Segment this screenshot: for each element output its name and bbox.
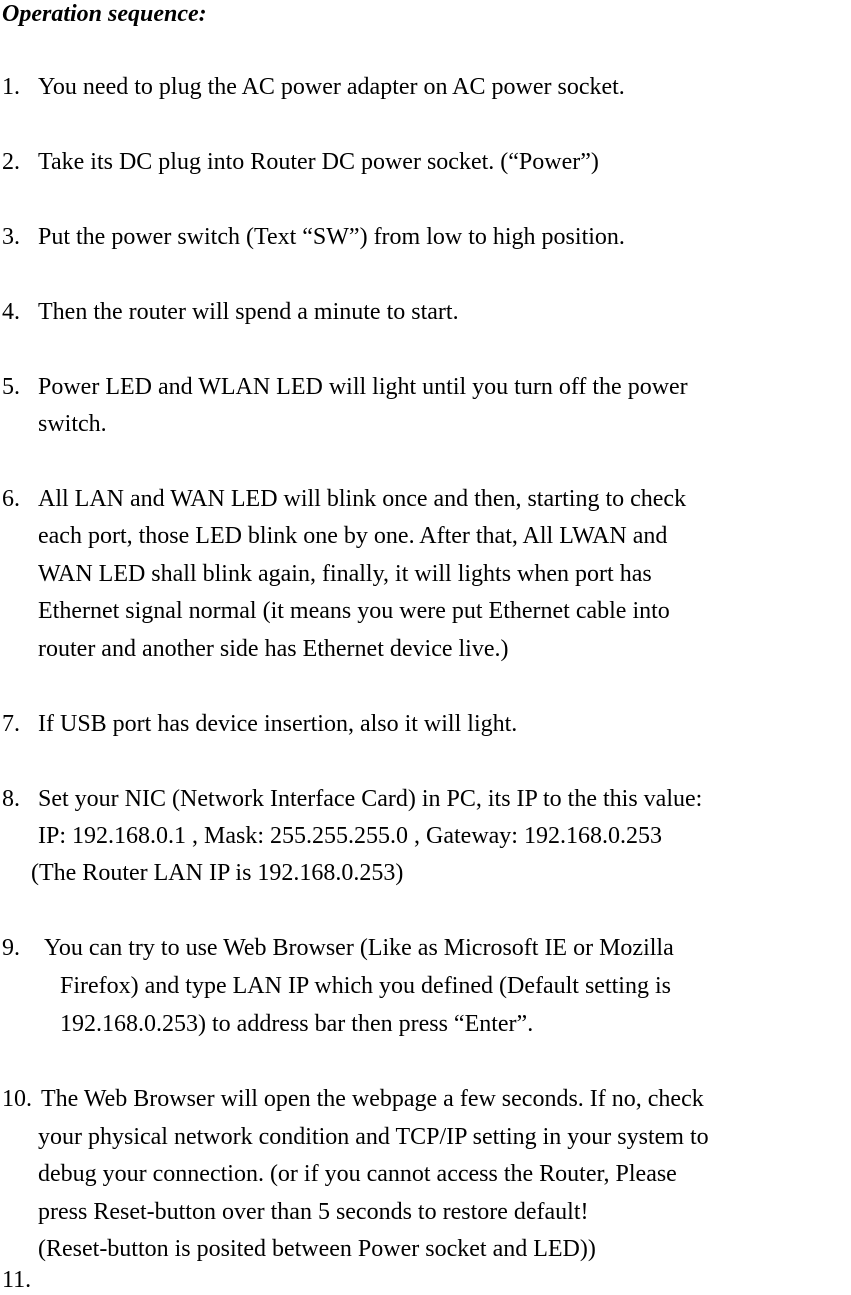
item-number: 9. — [2, 935, 20, 961]
item-number: 6. — [2, 486, 20, 512]
item-text-line: router and another side has Ethernet device live.) — [38, 636, 509, 662]
item-text-line: Take its DC plug into Router DC power socket. (“Power”) — [38, 149, 599, 175]
item-number: 4. — [2, 299, 20, 325]
item-text-line: You need to plug the AC power adapter on AC power socket. — [38, 74, 625, 100]
item-number: 8. — [2, 786, 20, 812]
item-number: 5. — [2, 374, 20, 400]
item-number: 10. — [2, 1086, 32, 1112]
item-text-line: Put the power switch (Text “SW”) from low to high position. — [38, 224, 625, 250]
item-text-line: If USB port has device insertion, also it will light. — [38, 711, 518, 737]
item-text-line: Firefox) and type LAN IP which you defined (Default setting is — [60, 973, 671, 999]
item-text-line: You can try to use Web Browser (Like as Microsoft IE or Mozilla — [44, 935, 674, 961]
item-number: 7. — [2, 711, 20, 737]
item-text-line: (Reset-button is posited between Power socket and LED)) — [38, 1236, 596, 1262]
item-text-line: your physical network condition and TCP/IP setting in your system to — [38, 1124, 709, 1150]
item-text-line: switch. — [38, 411, 107, 437]
item-number: 11. — [2, 1267, 32, 1293]
item-number: 1. — [2, 74, 20, 100]
section-heading: Operation sequence: — [2, 1, 207, 27]
item-text-line: debug your connection. (or if you cannot access the Router, Please — [38, 1161, 677, 1187]
item-text-line: Set your NIC (Network Interface Card) in PC, its IP to the this value: — [38, 786, 703, 812]
item-text-line: press Reset-button over than 5 seconds to restore default! — [38, 1199, 589, 1225]
item-text-line: 192.168.0.253) to address bar then press “Enter”. — [60, 1011, 534, 1037]
item-text-line: Ethernet signal normal (it means you were put Ethernet cable into — [38, 598, 670, 624]
item-text-line: Then the router will spend a minute to start. — [38, 299, 459, 325]
item-text-line: each port, those LED blink one by one. After that, All LWAN and — [38, 523, 668, 549]
item-text-line: IP: 192.168.0.1 , Mask: 255.255.255.0 , Gateway: 192.168.0.253 — [38, 823, 662, 849]
item-number: 2. — [2, 149, 20, 175]
item-text-line: WAN LED shall blink again, finally, it will lights when port has — [38, 561, 652, 587]
item-text-line: Power LED and WLAN LED will light until you turn off the power — [38, 374, 688, 400]
item-text-line: (The Router LAN IP is 192.168.0.253) — [31, 860, 404, 886]
item-text-line: The Web Browser will open the webpage a few seconds. If no, check — [41, 1086, 704, 1112]
item-text-line: All LAN and WAN LED will blink once and then, starting to check — [38, 486, 687, 512]
item-number: 3. — [2, 224, 20, 250]
